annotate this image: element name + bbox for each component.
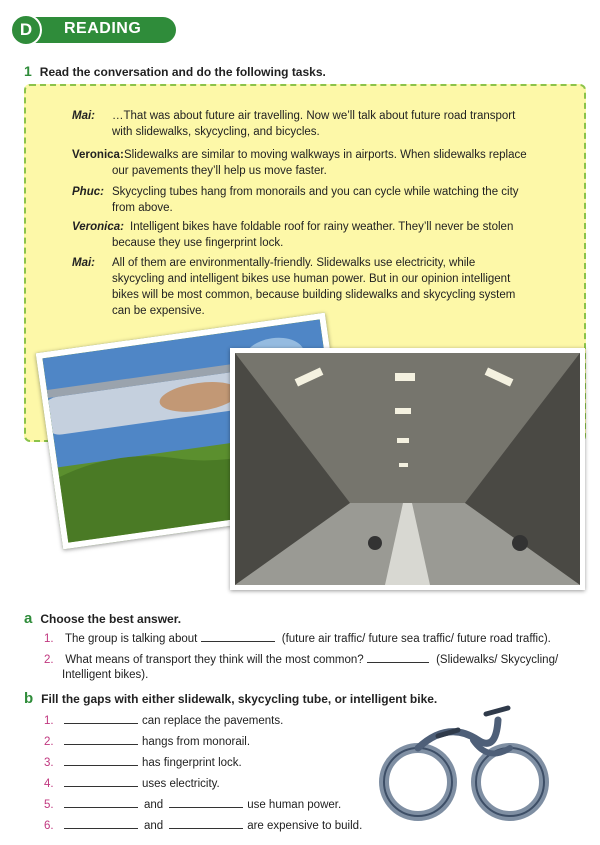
item-text: can replace the pavements.	[142, 715, 284, 727]
section-a-letter: a	[24, 610, 33, 627]
slidewalk-tunnel-photo	[230, 348, 585, 590]
fill-item	[44, 818, 362, 832]
task-instruction	[24, 63, 326, 79]
section-a-heading	[24, 610, 181, 627]
turn-line: bikes will be most common, because building slidewalks and skycycling system	[112, 289, 516, 301]
item-number: 5.	[44, 799, 54, 811]
turn-line: can be expensive.	[112, 305, 205, 317]
item-text: uses electricity.	[142, 778, 220, 790]
question-number: 1.	[44, 633, 54, 645]
question-text: The group is talking about	[65, 633, 198, 645]
conversation-turn	[72, 108, 532, 140]
section-b-title: Fill the gaps with either slidewalk, skycycling tube, or intelligent bike.	[41, 692, 438, 706]
turn-line: Slidewalks are similar to moving walkways in airports. When slidewalks replace	[124, 149, 527, 161]
answer-blank[interactable]	[367, 652, 429, 663]
conversation-turn	[72, 219, 532, 251]
fill-item	[44, 797, 341, 811]
fill-item	[44, 734, 250, 748]
question-options-cont: Intelligent bikes).	[62, 669, 149, 681]
turn-line: skycycling and intelligent bikes use human power. But in our opinion intelligent	[112, 273, 511, 285]
conversation-turn	[72, 147, 532, 179]
turn-line: because they use fingerprint lock.	[112, 237, 284, 249]
question-text: What means of transport they think will the most common?	[65, 654, 364, 666]
item-number: 2.	[44, 736, 54, 748]
answer-blank[interactable]	[64, 776, 138, 787]
answer-blank[interactable]	[64, 818, 138, 829]
speaker-name: Veronica:	[72, 221, 124, 233]
turn-line: from above.	[112, 202, 173, 214]
speaker-name: Mai:	[72, 110, 95, 122]
answer-blank[interactable]	[64, 713, 138, 724]
section-title: READING	[64, 20, 142, 37]
question-item	[44, 631, 584, 647]
section-a-title: Choose the best answer.	[40, 612, 182, 626]
task-text: Read the conversation and do the following tasks.	[39, 65, 326, 79]
item-conjunction: and	[144, 820, 164, 832]
item-number: 4.	[44, 778, 54, 790]
answer-blank[interactable]	[64, 755, 138, 766]
speaker-name: Phuc:	[72, 186, 104, 198]
item-number: 3.	[44, 757, 54, 769]
item-text: are expensive to build.	[247, 820, 363, 832]
question-options: (Slidewalks/ Skycycling/	[436, 654, 559, 666]
item-text: use human power.	[247, 799, 342, 811]
answer-blank[interactable]	[64, 797, 138, 808]
section-header	[10, 14, 176, 46]
section-badge: D	[10, 14, 42, 46]
fill-item	[44, 755, 242, 769]
turn-line: our pavements they’ll help us move faster.	[112, 165, 327, 177]
turn-line: All of them are environmentally-friendly. Slidewalks use electricity, while	[112, 257, 476, 269]
question-number: 2.	[44, 654, 54, 666]
question-options: (future air traffic/ future sea traffic/ future road traffic).	[281, 633, 551, 645]
answer-blank[interactable]	[64, 734, 138, 745]
task-number: 1	[24, 63, 32, 79]
section-b-letter: b	[24, 690, 34, 707]
item-text: has fingerprint lock.	[142, 757, 242, 769]
answer-blank[interactable]	[201, 631, 275, 642]
answer-blank[interactable]	[169, 797, 243, 808]
item-text: hangs from monorail.	[142, 736, 251, 748]
speaker-name: Mai:	[72, 257, 95, 269]
item-number: 6.	[44, 820, 54, 832]
fill-item	[44, 713, 283, 727]
intelligent-bike-illustration	[378, 700, 550, 826]
answer-blank[interactable]	[169, 818, 243, 829]
conversation-turn	[72, 184, 532, 216]
turn-line: Intelligent bikes have foldable roof for rainy weather. They’ll never be stolen	[130, 221, 514, 233]
section-b-heading	[24, 690, 437, 707]
question-item	[44, 652, 584, 683]
fill-item	[44, 776, 220, 790]
turn-line: Skycycling tubes hang from monorails and you can cycle while watching the city	[112, 186, 519, 198]
speaker-name: Veronica:	[72, 149, 124, 161]
turn-line: with slidewalks, skycycling, and bicycles.	[112, 126, 320, 138]
item-conjunction: and	[144, 799, 164, 811]
turn-line: …That was about future air travelling. Now we’ll talk about future road transport	[112, 110, 516, 122]
item-number: 1.	[44, 715, 54, 727]
conversation-turn	[72, 255, 532, 319]
